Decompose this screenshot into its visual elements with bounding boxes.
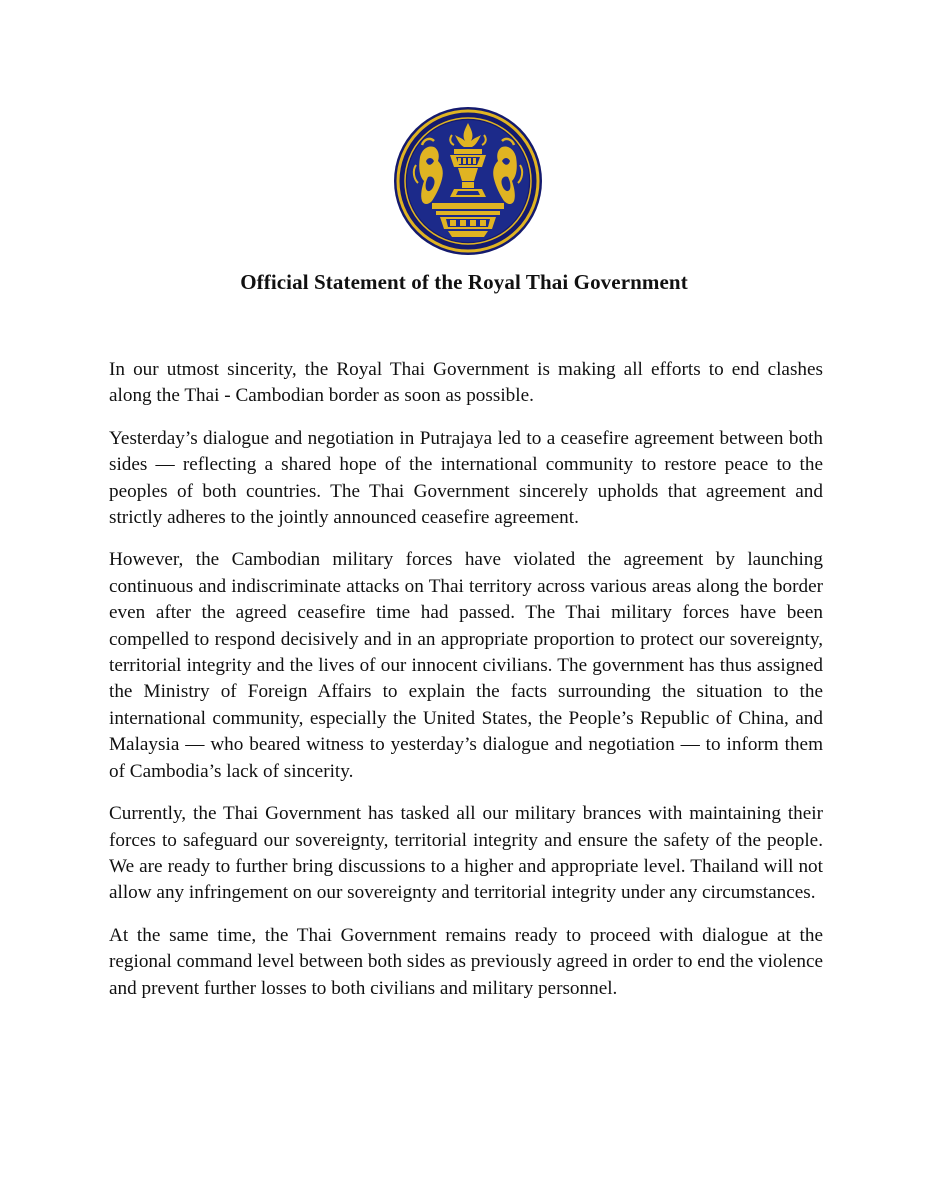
royal-thai-government-emblem-icon	[392, 105, 544, 257]
paragraph-4: Currently, the Thai Government has tasked all our military brances with maintaining their forces to safeguard our sovereignty, territorial integrity and ensure the safety of the people. We are ready to further bring discussions to a higher and appropriate level. Thailand will not allow any infringement on our sovereignty and territorial integrity under any circumstances.	[109, 803, 823, 904]
statement-title: Official Statement of the Royal Thai Government	[240, 270, 688, 294]
paragraph-5: At the same time, the Thai Government remains ready to proceed with dialogue at the regional command level between both sides as previously agreed in order to end the violence and prevent further losses to both civilians and military personnel.	[109, 924, 823, 999]
paragraph-2: Yesterday’s dialogue and negotiation in Putrajaya led to a ceasefire agreement between both sides — reflecting a shared hope of the international community to restore peace to the peoples of both countries. The Thai Government sincerely upholds that agreement and strictly adheres to the jointly announced ceasefire agreement.	[109, 427, 823, 529]
paragraph-3: However, the Cambodian military forces have violated the agreement by launching continuous and indiscriminate attacks on Thai territory across various areas along the border even after the agreed ceasefire time had passed. The Thai military forces have been compelled to respond decisively and in an appropriate proportion to protect our sovereignty, territorial integrity and the lives of our innocent civilians. The government has thus assigned the Ministry of Foreign Affairs to explain the facts surrounding the situation to the international community, especially the United States, the People’s Republic of China, and Malaysia — who beared witness to yesterday’s dialogue and negotiation — to inform them of Cambodia’s lack of sincerity.	[109, 549, 823, 782]
statement-body	[109, 357, 823, 1018]
paragraph-1: In our utmost sincerity, the Royal Thai Government is making all efforts to end clashes along the Thai - Cambodian border as soon as possible.	[109, 359, 823, 407]
